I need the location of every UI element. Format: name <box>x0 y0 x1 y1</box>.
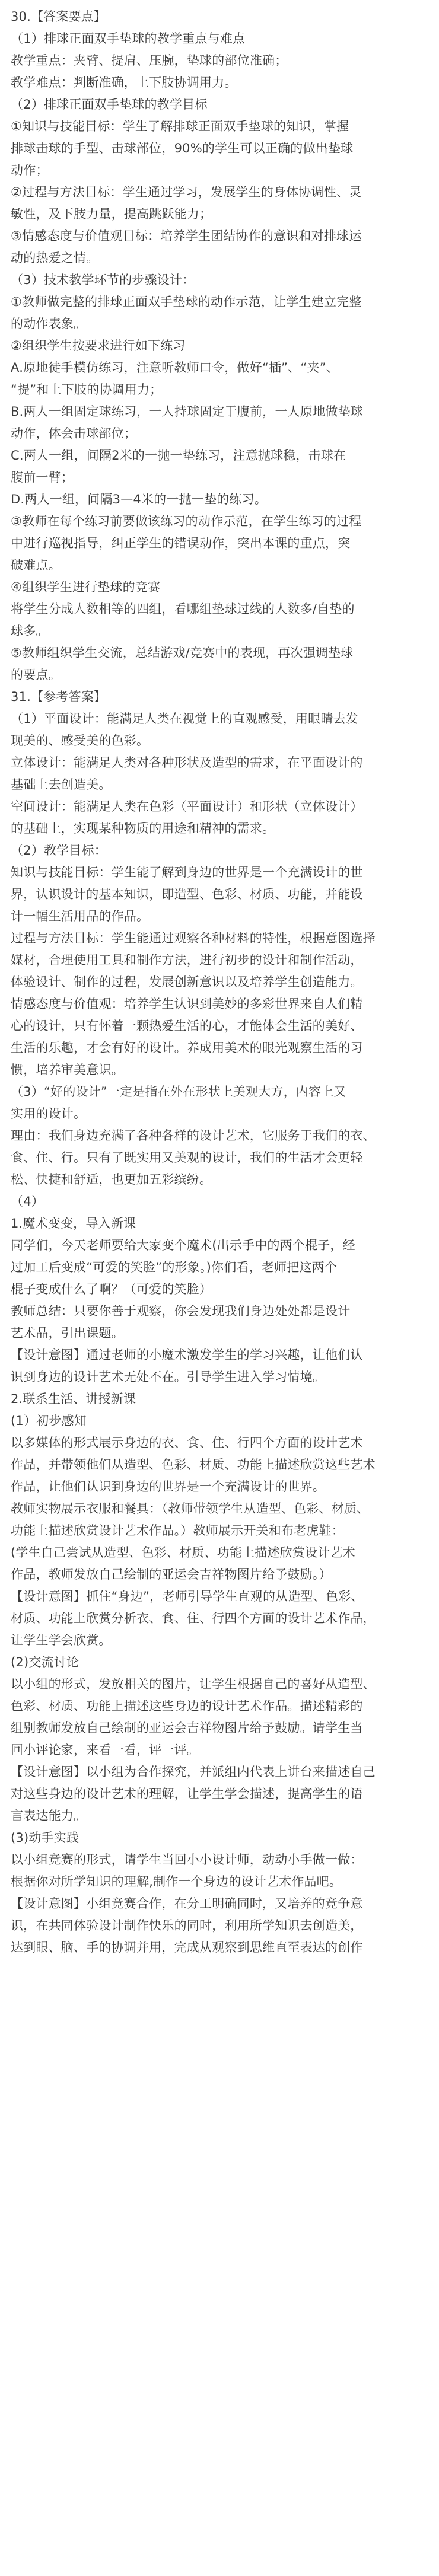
text-line: ①知识与技能目标：学生了解排球正面双手垫球的知识，掌握 <box>11 119 349 133</box>
text-line: 以小组的形式，发放相关的图片，让学生根据自己的喜好从造型、 <box>11 1677 376 1691</box>
text-line: 教师实物展示衣服和餐具：（教师带领学生从造型、色彩、材质、 <box>11 1501 370 1516</box>
text-line: （2）排球正面双手垫球的教学目标 <box>11 97 208 111</box>
text-line: 的要点。 <box>11 668 61 682</box>
text-line: 教学重点：夹臂、提肩、压腕，垫球的部位准确； <box>11 53 288 68</box>
text-line: 实用的设计。 <box>11 1107 87 1121</box>
text-line: （2）教学目标： <box>11 843 107 857</box>
text-line: C.两人一组，间隔2米的一抛一垫练习，注意抛球稳，击球在 <box>11 448 346 463</box>
text-line: 心的设计，只有怀着一颗热爱生活的心，才能体会生活的美好、 <box>11 1019 363 1033</box>
text-line: 松、快捷和舒适，也更加五彩缤纷。 <box>11 1172 212 1187</box>
text-line: 【设计意图】通过老师的小魔术激发学生的学习兴趣，让他们认 <box>11 1348 363 1362</box>
text-line: 作品，并带领他们从造型、色彩、材质、功能上描述欣赏这些艺术 <box>11 1458 376 1472</box>
text-line: 计一幅生活用品的作品。 <box>11 909 149 923</box>
text-line: 1.魔术变变，导入新课 <box>11 1216 136 1230</box>
text-line: 知识与技能目标：学生能了解到身边的世界是一个充满设计的世 <box>11 865 363 879</box>
text-line: 的基础上，实现某种物质的用途和精神的需求。 <box>11 821 275 836</box>
text-line: 惯，培养审美意识。 <box>11 1063 124 1077</box>
text-line: 球多。 <box>11 624 49 638</box>
text-line: 组别教师发放自己绘制的亚运会吉祥物图片给予鼓励。请学生当 <box>11 1721 363 1735</box>
text-line: 识到身边的设计艺术无处不在。引导学生进入学习情境。 <box>11 1370 325 1384</box>
text-line: 立体设计：能满足人类对各种形状及造型的需求，在平面设计的 <box>11 755 363 770</box>
text-line: 作品，让他们认识到身边的世界是一个充满设计的世界。 <box>11 1480 325 1494</box>
text-line: 过程与方法目标：学生能通过观察各种材料的特性，根据意图选择 <box>11 931 376 945</box>
text-line: ②组织学生按要求进行如下练习 <box>11 339 186 353</box>
text-line: 理由：我们身边充满了各种各样的设计艺术，它服务于我们的衣、 <box>11 1128 376 1143</box>
text-line: 以多媒体的形式展示身边的衣、食、住、行四个方面的设计艺术 <box>11 1436 363 1450</box>
text-line: A.原地徒手模仿练习，注意听教师口令，做好“插”、“夹”、 <box>11 361 339 375</box>
text-line: 达到眼、脑、手的协调并用，完成从观察到思维直至表达的创作 <box>11 1940 363 1955</box>
text-line: 让学生学会欣赏。 <box>11 1633 112 1647</box>
text-line: 排球击球的手型、击球部位，90%的学生可以正确的做出垫球 <box>11 141 354 155</box>
text-line: 教师总结：只要你善于观察，你会发现我们身边处处都是设计 <box>11 1304 351 1318</box>
text-line: 的动作表象。 <box>11 317 87 331</box>
text-line: 识，在共同体验设计制作快乐的同时，利用所学知识去创造美， <box>11 1918 363 1933</box>
text-line: （4） <box>11 1194 44 1209</box>
text-line: (2)交流讨论 <box>11 1655 79 1669</box>
text-line: 言表达能力。 <box>11 1809 87 1823</box>
text-line: 同学们，今天老师要给大家变个魔术(出示手中的两个棍子，经 <box>11 1238 355 1252</box>
text-line: 敏性，及下肢力量，提高跳跃能力； <box>11 207 212 221</box>
text-line: 回小评论家，来看一看，评一评。 <box>11 1743 199 1757</box>
text-line: 动作，体会击球部位； <box>11 426 136 441</box>
text-line: ③教师在每个练习前要做该练习的动作示范，在学生练习的过程 <box>11 514 362 528</box>
text-line: 过加工后变成“可爱的笑脸”的形象。)你们看，老师把这两个 <box>11 1260 338 1274</box>
text-line: 【设计意图】以小组为合作探究，并派组内代表上讲台来描述自己 <box>11 1765 376 1779</box>
text-line: (3)动手实践 <box>11 1831 79 1845</box>
text-line: (1）初步感知 <box>11 1414 87 1428</box>
text-line: 腹前一臂； <box>11 470 74 484</box>
text-line: 情感态度与价值观：培养学生认识到美妙的多彩世界来自人们精 <box>11 997 363 1011</box>
text-line: （3）技术教学环节的步骤设计： <box>11 273 195 287</box>
text-line: ②过程与方法目标：学生通过学习，发展学生的身体协调性、灵 <box>11 185 362 199</box>
text-line: （1）平面设计：能满足人类在视觉上的直观感受，用眼睛去发 <box>11 712 358 726</box>
text-line: 界，认识设计的基本知识，即造型、色彩、材质、功能，并能设 <box>11 887 363 901</box>
text-line: 以小组竞赛的形式，请学生当回小小设计师，动动小手做一做： <box>11 1853 363 1867</box>
text-line: 食、住、行。只有了既实用又美观的设计，我们的生活才会更轻 <box>11 1150 363 1165</box>
text-line: 作品，教师发放自己绘制的亚运会吉祥物图片给予鼓励。） <box>11 1567 332 1582</box>
text-line: “提”和上下肢的协调用力； <box>11 382 163 397</box>
text-line: 媒材，合理使用工具和制作方法，进行初步的设计和制作活动， <box>11 953 363 967</box>
text-line: B.两人一组固定球练习，一人持球固定于腹前，一人原地做垫球 <box>11 404 363 419</box>
text-line: 【设计意图】抓住“身边”，老师引导学生直观的从造型、色彩、 <box>11 1589 364 1603</box>
text-line: 破难点。 <box>11 558 61 572</box>
text-line: 功能上描述欣赏设计艺术作品。）教师展示开关和布老虎鞋： <box>11 1523 344 1538</box>
text-line: 【设计意图】小组竞赛合作，在分工明确同时，又培养的竞争意 <box>11 1896 363 1911</box>
text-line: 将学生分成人数相等的四组，看哪组垫球过线的人数多/自垫的 <box>11 602 355 616</box>
text-line: 2.联系生活、讲授新课 <box>11 1392 136 1406</box>
text-line: 根据你对所学知识的理解,制作一个身边的设计艺术作品吧。 <box>11 1874 342 1889</box>
text-line: 31.【参考答案】 <box>11 690 107 704</box>
text-line: （3）“好的设计”一定是指在外在形状上美观大方，内容上又 <box>11 1085 346 1099</box>
text-line: （1）排球正面双手垫球的教学重点与难点 <box>11 31 246 46</box>
text-line: ④组织学生进行垫球的竞赛 <box>11 580 161 594</box>
text-line: 30.【答案要点】 <box>11 9 107 24</box>
text-line: ①教师做完整的排球正面双手垫球的动作示范，让学生建立完整 <box>11 295 362 309</box>
text-line: 动的热爱之情。 <box>11 251 99 265</box>
text-line: ⑤教师组织学生交流，总结游戏/竞赛中的表现，再次强调垫球 <box>11 646 354 660</box>
text-line: 对这些身边的设计艺术的理解，让学生学会描述，提高学生的语 <box>11 1787 363 1801</box>
text-line: 艺术品，引出课题。 <box>11 1326 124 1340</box>
text-line: 材质、功能上欣赏分析衣、食、住、行四个方面的设计艺术作品， <box>11 1611 376 1625</box>
text-line: 空间设计：能满足人类在色彩（平面设计）和形状（立体设计） <box>11 799 363 814</box>
text-line: 基础上去创造美。 <box>11 777 112 792</box>
text-line: (学生自己尝试从造型、色彩、材质、功能上描述欣赏设计艺术 <box>11 1545 355 1560</box>
text-line: 中进行巡视指导，纠正学生的错误动作，突出本课的重点，突 <box>11 536 351 550</box>
text-line: ③情感态度与价值观目标：培养学生团结协作的意识和对排球运 <box>11 229 362 243</box>
text-line: 动作； <box>11 163 49 177</box>
text-line: 色彩、材质、功能上描述这些身边的设计艺术作品。描述精彩的 <box>11 1699 363 1713</box>
text-line: 体验设计、制作的过程，发展创新意识以及培养学生创造能力。 <box>11 975 363 989</box>
text-line: D.两人一组，间隔3—4米的一抛一垫的练习。 <box>11 492 267 506</box>
text-line: 生活的乐趣，才会有好的设计。养成用美术的眼光观察生活的习 <box>11 1041 363 1055</box>
text-line: 教学难点：判断准确，上下肢协调用力。 <box>11 75 237 90</box>
text-line: 棍子变成什么了啊？（可爱的笑脸） <box>11 1282 212 1296</box>
text-line: 现美的、感受美的色彩。 <box>11 734 149 748</box>
